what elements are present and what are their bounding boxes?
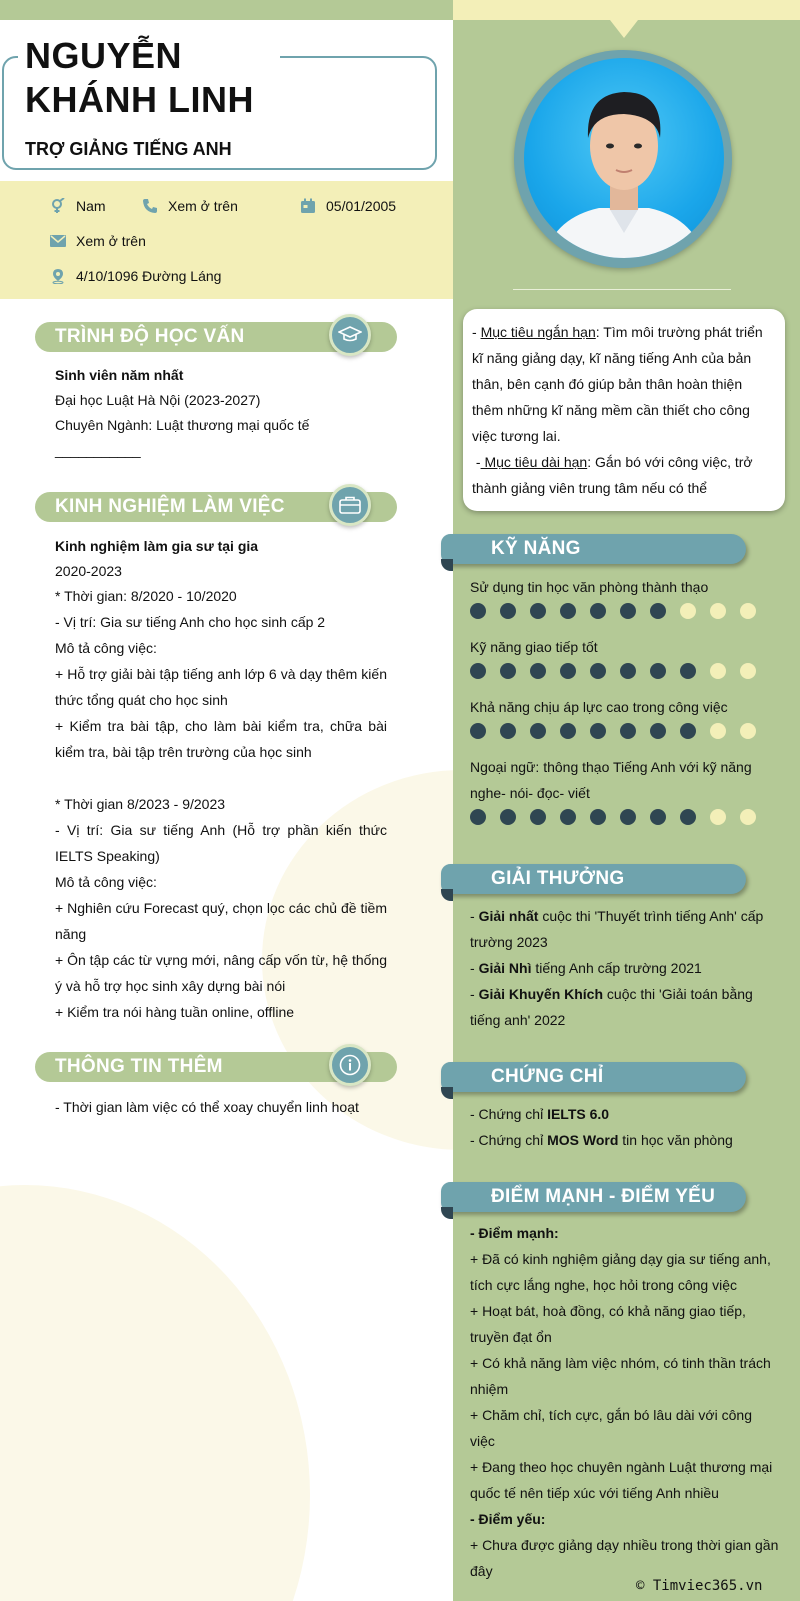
rating-dot-empty [740,809,756,825]
rating-dot-filled [530,809,546,825]
rating-dot-filled [650,663,666,679]
rating-dot-filled [470,809,486,825]
rating-dot-filled [590,809,606,825]
rating-dot-filled [680,663,696,679]
contact-phone [140,195,238,217]
certificates-header [441,1062,746,1092]
skill-label: Khả năng chịu áp lực cao trong công việc [470,699,728,715]
bullet: - [470,986,479,1002]
skill-label: Ngoại ngữ: thông thạo Tiếng Anh với kỹ năng nghe- nói- đọc- viết [470,759,752,801]
more-info-text: - Thời gian làm việc có thể xoay chuyển linh hoạt [55,1099,359,1115]
rating-dot-filled [590,663,606,679]
short-term-label: Mục tiêu ngắn hạn [480,324,596,340]
strength-item: + Chăm chỉ, tích cực, gắn bó lâu dài với công việc [470,1407,752,1449]
bullet: - [470,908,479,924]
experience-period: 2020-2023 [55,563,122,579]
bullet: - [472,324,481,340]
education-major: Chuyên Ngành: Luật thương mại quốc tế [55,417,310,433]
job2-task: + Ôn tập các từ vựng mới, nâng cấp vốn từ, hệ thống ý và hỗ trợ học sinh xây dựng bài nói [55,952,387,994]
rating-dot-filled [650,809,666,825]
strengths-title: ĐIỂM MẠNH - ĐIỂM YẾU [491,1186,716,1207]
award-name: Giải nhất [478,908,539,924]
education-title: TRÌNH ĐỘ HỌC VẤN [55,326,245,347]
awards-title: GIẢI THƯỞNG [491,868,625,889]
strengths-list [470,1220,780,1584]
rating-dot-filled [680,723,696,739]
strength-item: + Đã có kinh nghiệm giảng dạy gia sư tiếng anh, tích cực lắng nghe, học hỏi trong công việc [470,1251,771,1293]
job1-task: + Hỗ trợ giải bài tập tiếng anh lớp 6 và dạy thêm kiến thức tổng quát cho học sinh [55,666,387,708]
skills-header [441,534,746,564]
rating-dot-filled [470,663,486,679]
birthday-value: 05/01/2005 [326,198,397,214]
header-tail [441,559,453,571]
rating-dot-filled [500,723,516,739]
experience-header [35,492,397,522]
rating-dot-filled [560,723,576,739]
rating-dot-filled [500,603,516,619]
phone-value: Xem ở trên [168,198,238,214]
job1-time: * Thời gian: 8/2020 - 10/2020 [55,588,237,604]
short-term-objective [472,319,777,449]
briefcase-icon [329,484,371,526]
contact-address [48,265,221,287]
rating-dot-filled [470,603,486,619]
award-detail: cuộc thi 'Giải toán bằng tiếng anh' 2022 [470,986,753,1028]
objective-text [472,319,777,501]
rating-dot-filled [650,723,666,739]
more-info-title: THÔNG TIN THÊM [55,1056,223,1077]
rating-dot-filled [620,809,636,825]
rating-dot-filled [530,723,546,739]
calendar-icon [298,198,318,214]
experience-heading: Kinh nghiệm làm gia sư tại gia [55,538,259,554]
award-detail: cuộc thi 'Thuyết trình tiếng Anh' cấp trường 2023 [470,908,764,950]
background-blob [0,1185,310,1601]
skill-rating [470,603,756,619]
rating-dot-empty [740,603,756,619]
certificate-name: IELTS 6.0 [547,1106,610,1122]
contact-birthday [298,195,396,217]
job1-task: + Kiểm tra bài tập, cho làm bài kiểm tra, chữa bài kiểm tra, bài tập trên trường của học sinh [55,718,387,760]
strength-item: + Hoạt bát, hoà đồng, có khả năng giao tiếp, truyền đạt ổn [470,1303,746,1345]
certificate-prefix: - Chứng chỉ [470,1106,548,1122]
award-name: Giải Nhì [478,960,532,976]
job-title: TRỢ GIẢNG TIẾNG ANH [25,139,232,159]
skill-rating [470,723,756,739]
rating-dot-filled [650,603,666,619]
skill-label: Kỹ năng giao tiếp tốt [470,639,598,655]
rating-dot-filled [620,663,636,679]
award-item [470,955,780,981]
experience-title: KINH NGHIỆM LÀM VIỆC [55,496,285,517]
job2-desc-label: Mô tả công việc: [55,874,157,890]
info-icon [329,1044,371,1086]
location-pin-icon [48,268,68,284]
education-content [55,363,387,463]
skills-title: KỸ NĂNG [491,538,581,559]
certificates-list [470,1101,780,1153]
certificate-prefix: - Chứng chỉ [470,1132,548,1148]
gender-icon [48,198,68,214]
phone-icon [140,198,160,214]
strength-item: + Đang theo học chuyên ngành Luật thương mại quốc tế nên tiếp xúc với tiếng Anh nhiều [470,1459,773,1501]
award-detail: tiếng Anh cấp trường 2021 [531,960,702,976]
rating-dot-filled [530,603,546,619]
rating-dot-empty [710,603,726,619]
strengths-header [441,1182,746,1212]
education-header [35,322,397,352]
rating-dot-empty [680,603,696,619]
address-value: 4/10/1096 Đường Láng [76,268,222,284]
certificate-detail: tin học văn phòng [618,1132,733,1148]
top-bar [0,0,453,20]
contact-email [48,230,146,252]
rating-dot-empty [740,663,756,679]
job1-position: - Vị trí: Gia sư tiếng Anh cho học sinh cấp 2 [55,614,326,630]
job2-time: * Thời gian 8/2023 - 9/2023 [55,796,226,812]
header-tail [441,1207,453,1219]
education-level: Sinh viên năm nhất [55,367,184,383]
rating-dot-empty [740,723,756,739]
experience-content [55,534,387,1025]
education-separator: ___________ [55,442,141,458]
rating-dot-filled [560,663,576,679]
weaknesses-label: - Điểm yếu: [470,1511,546,1527]
notch-decoration [610,20,638,38]
email-value: Xem ở trên [76,233,146,249]
gender-value: Nam [76,198,106,214]
skill-label: Sử dụng tin học văn phòng thành thạo [470,579,709,595]
certificates-title: CHỨNG CHỈ [491,1066,604,1087]
job2-task: + Kiểm tra nói hàng tuần online, offline [55,1004,295,1020]
strengths-label: - Điểm mạnh: [470,1225,559,1241]
rating-dot-filled [530,663,546,679]
rating-dot-filled [500,663,516,679]
bullet: - [470,960,479,976]
skill-rating [470,663,756,679]
rating-dot-empty [710,723,726,739]
rating-dot-filled [470,723,486,739]
rating-dot-filled [620,603,636,619]
rating-dot-empty [710,809,726,825]
more-info-header [35,1052,397,1082]
awards-list [470,903,780,1033]
rating-dot-filled [680,809,696,825]
education-school: Đại học Luật Hà Nội (2023-2027) [55,392,261,408]
rating-dot-filled [500,809,516,825]
rating-dot-empty [710,663,726,679]
rating-dot-filled [560,809,576,825]
email-icon [48,235,68,247]
bullet: - [472,454,481,470]
candidate-name [25,34,285,122]
footer-credit: © Timviec365.vn [636,1578,763,1594]
rating-dot-filled [620,723,636,739]
certificate-item [470,1101,780,1127]
long-term-objective [472,449,777,501]
certificate-name: MOS Word [547,1132,619,1148]
graduation-cap-icon [329,314,371,356]
contact-gender [48,195,106,217]
spacer [55,765,387,791]
award-item [470,981,780,1033]
profile-photo [524,58,724,258]
job1-desc-label: Mô tả công việc: [55,640,157,656]
award-item [470,903,780,955]
rating-dot-filled [560,603,576,619]
award-name: Giải Khuyến Khích [478,986,604,1002]
job2-task: + Nghiên cứu Forecast quý, chọn lọc các chủ đề tiềm năng [55,900,387,942]
short-term-text: : Tìm môi trường phát triển kĩ năng giảng dạy, kĩ năng tiếng Anh của bản thân, bên cạnh đó giúp bản thân hoàn thiện thêm những kĩ năng mềm cần thiết cho công việc tương lai. [472,324,763,444]
divider [513,289,731,290]
weakness-item: + Chưa được giảng dạy nhiều trong thời gian gần đây [470,1537,779,1579]
rating-dot-filled [590,723,606,739]
name-line-1: NGUYỄN [25,35,183,76]
awards-header [441,864,746,894]
rating-dot-filled [590,603,606,619]
name-line-2: KHÁNH LINH [25,79,254,120]
certificate-item [470,1127,780,1153]
strength-item: + Có khả năng làm việc nhóm, có tinh thần trách nhiệm [470,1355,771,1397]
top-bar [453,0,800,20]
long-term-text: : Gắn bó với công việc, trở thành giảng viên trung tâm nếu có thể [472,454,753,496]
job2-position: - Vị trí: Gia sư tiếng Anh (Hỗ trợ phần kiến thức IELTS Speaking) [55,822,387,864]
skill-rating [470,809,756,825]
long-term-label: Mục tiêu dài hạn [480,454,588,470]
